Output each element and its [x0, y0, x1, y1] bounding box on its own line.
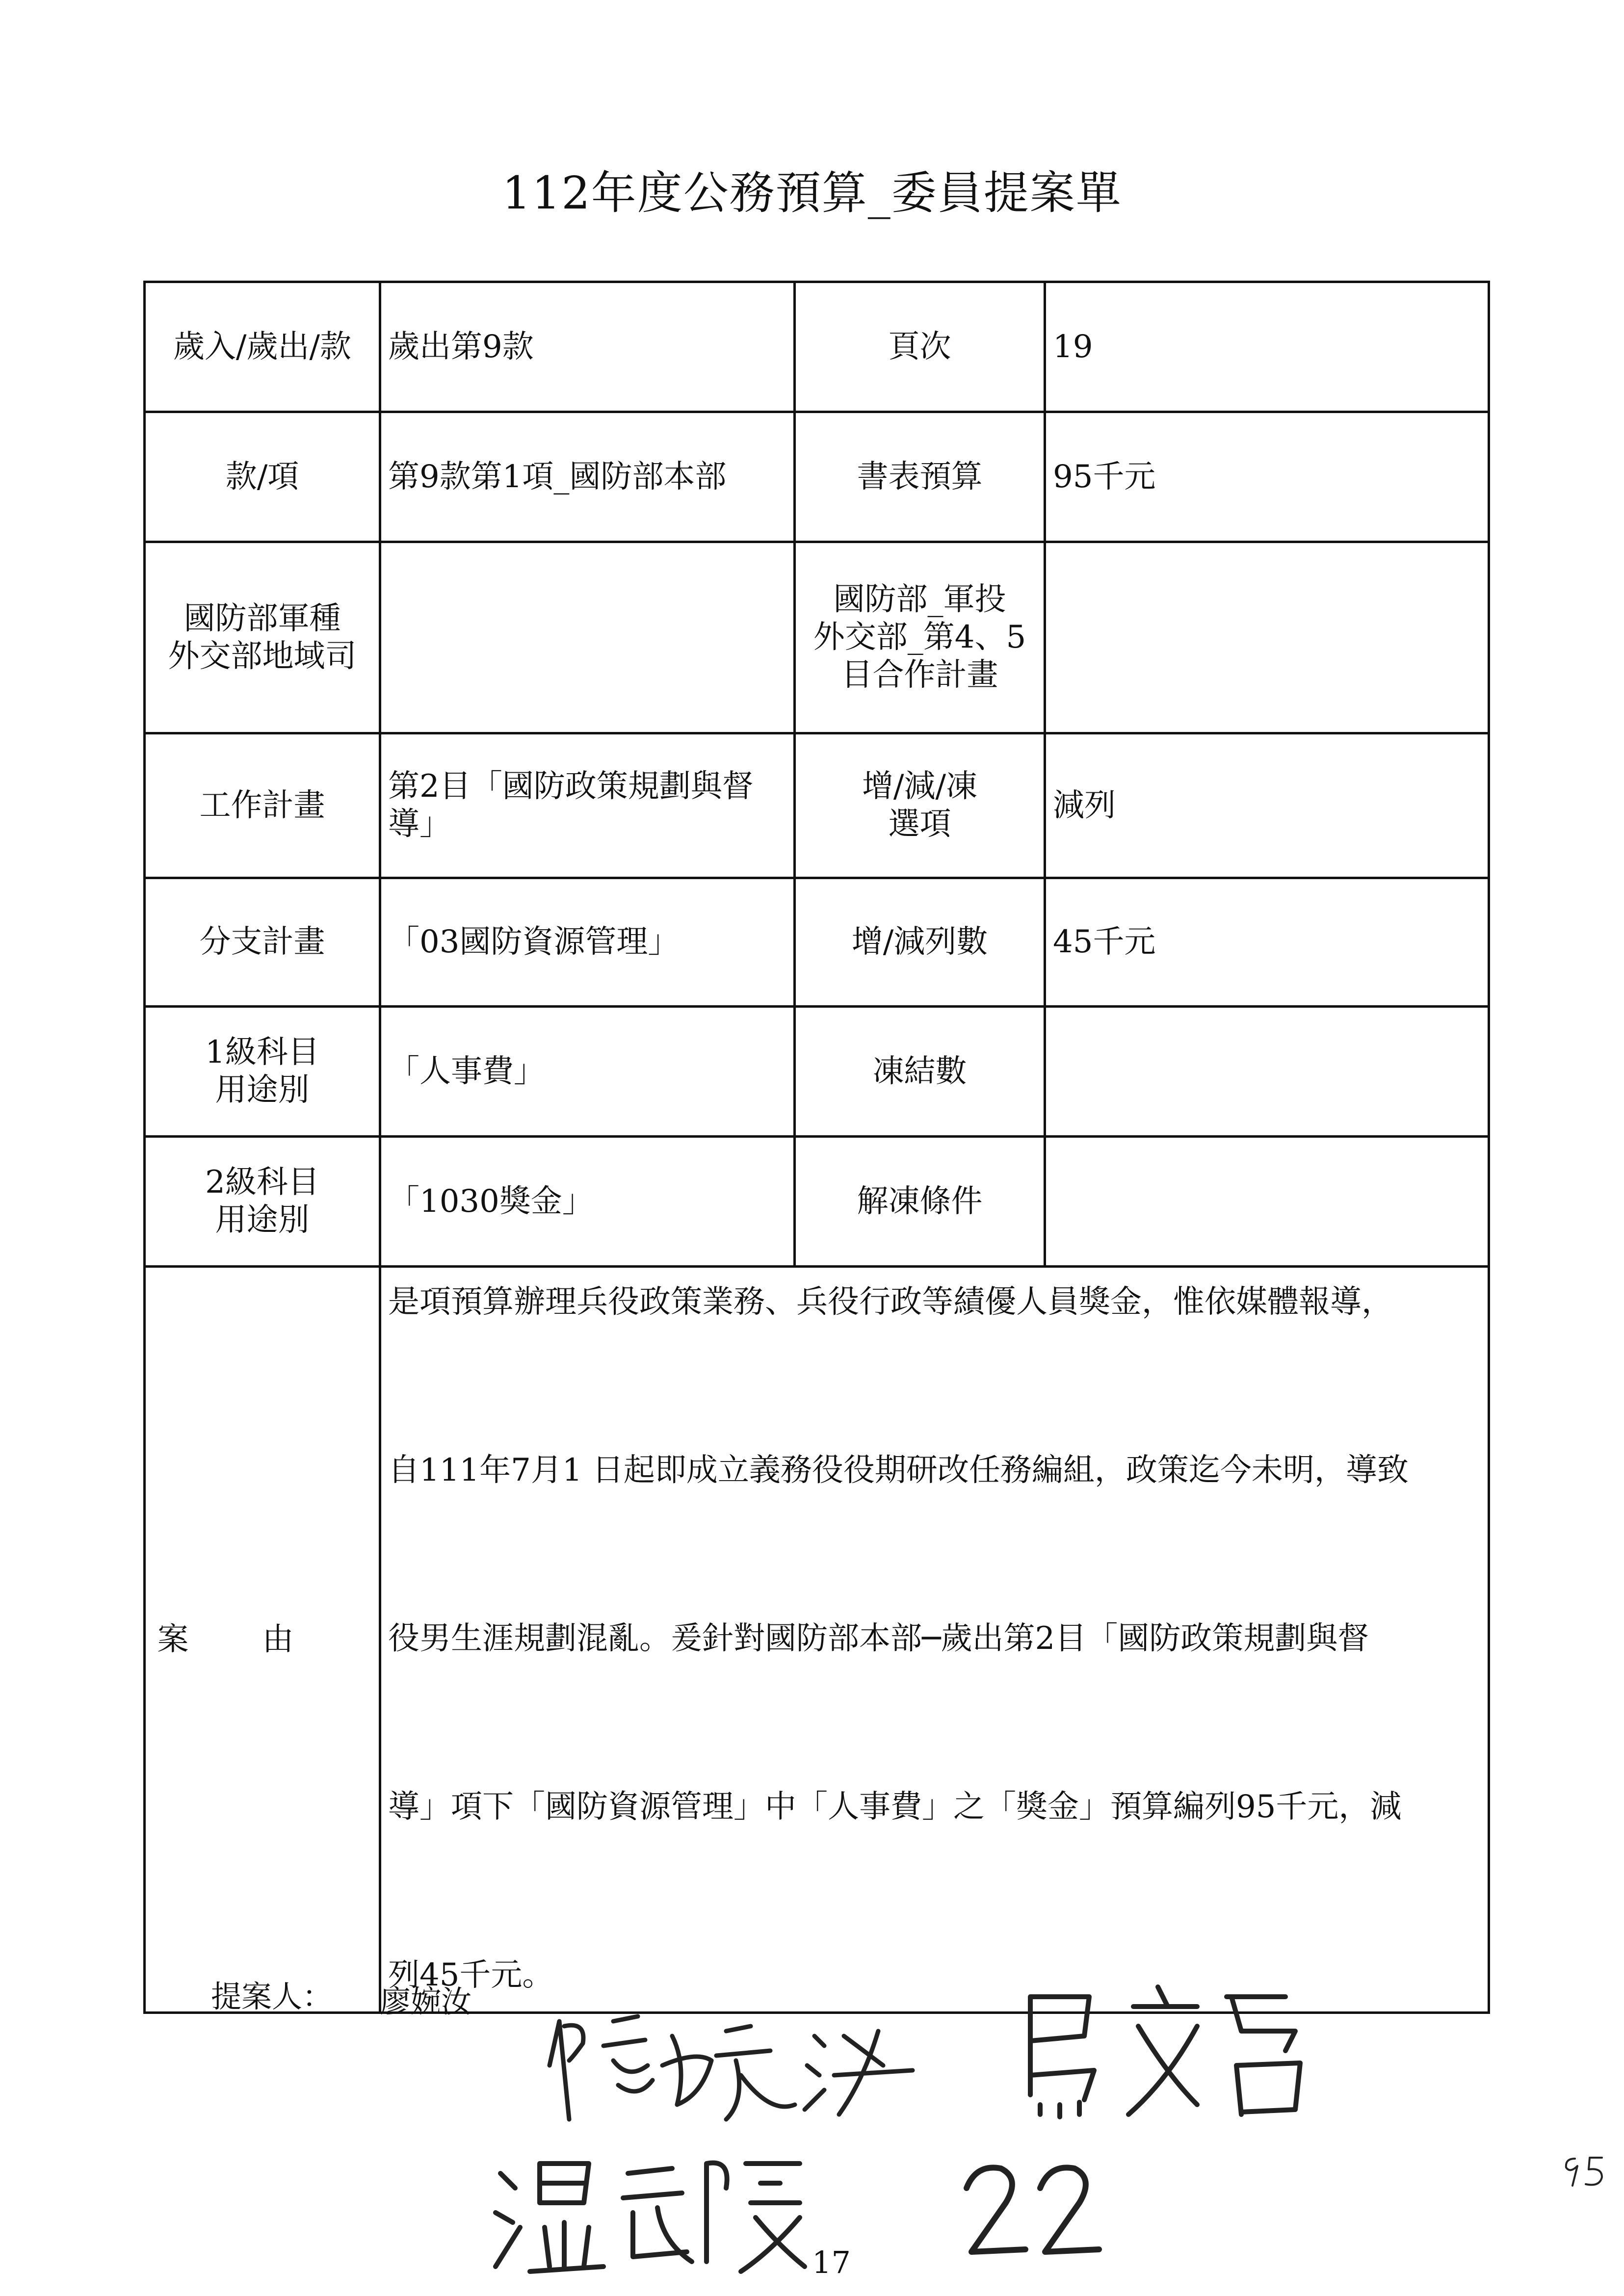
field-label	[145, 1007, 380, 1137]
field-value	[1045, 1137, 1489, 1267]
form-row	[145, 1007, 1489, 1137]
field-label-line: 外交部_第4、5	[813, 619, 1026, 656]
field-label: 分支計畫	[145, 878, 380, 1007]
field-label: 頁次	[795, 282, 1045, 412]
proposer-name: 廖婉汝	[380, 1983, 472, 2019]
field-label: 工作計畫	[145, 733, 380, 878]
document-title: 112年度公務預算_委員提案單	[502, 167, 1122, 219]
field-label-line: 選項	[888, 806, 951, 842]
field-label: 款/項	[145, 412, 380, 542]
field-value: 減列	[1045, 733, 1489, 878]
field-label-line: 1級科目	[205, 1034, 319, 1071]
reason-line: 是項預算辦理兵役政策業務、兵役行政等績優人員獎金，惟依媒體報導，	[388, 1284, 1393, 1320]
field-label	[145, 542, 380, 733]
field-label: 凍結數	[795, 1007, 1045, 1137]
reason-line: 自111年7月1 日起即成立義務役役期研改任務編組，政策迄今未明，導致	[388, 1452, 1409, 1488]
field-label-line: 用途別	[215, 1202, 310, 1238]
field-label-line: 2級科目	[205, 1164, 319, 1201]
field-label-line: 目合作計畫	[841, 656, 998, 693]
field-label: 歲入/歲出/款	[145, 282, 380, 412]
field-label	[795, 733, 1045, 878]
field-value-line: 導」	[388, 806, 451, 842]
field-label-line: 增/減/凍	[862, 768, 978, 805]
field-label: 解凍條件	[795, 1137, 1045, 1267]
field-value: 第9款第1項_國防部本部	[380, 412, 795, 542]
field-value: 45千元	[1045, 878, 1489, 1007]
field-value	[1045, 1007, 1489, 1137]
reason-body	[380, 1267, 1489, 2013]
field-value: 「人事費」	[380, 1007, 795, 1137]
margin-pencil-note	[1555, 2149, 1614, 2193]
handwritten-number	[957, 2154, 1114, 2271]
reason-line: 役男生涯規劃混亂。爰針對國防部本部─歲出第2目「國防政策規劃與督	[388, 1620, 1369, 1657]
field-label	[145, 1137, 380, 1267]
handwritten-signature-1	[540, 1992, 922, 2134]
field-label: 增/減列數	[795, 878, 1045, 1007]
field-value: 95千元	[1045, 412, 1489, 542]
form-row	[145, 1137, 1489, 1267]
field-value	[380, 733, 795, 878]
field-value	[380, 542, 795, 733]
form-row	[145, 878, 1489, 1007]
form-row	[145, 412, 1489, 542]
reason-label: 案由	[145, 1267, 380, 2013]
field-label: 書表預算	[795, 412, 1045, 542]
field-label-line: 國防部軍種	[183, 600, 341, 637]
reason-row	[145, 1267, 1489, 2013]
field-value-line: 第2目「國防政策規劃與督	[388, 768, 754, 805]
field-label-line: 用途別	[215, 1072, 310, 1108]
field-value: 「03國防資源管理」	[380, 878, 795, 1007]
handwritten-signature-2	[1011, 1977, 1325, 2134]
field-label-line: 國防部_軍投	[833, 581, 1006, 618]
field-label	[795, 542, 1045, 733]
field-value	[1045, 542, 1489, 733]
form-row	[145, 542, 1489, 733]
form-row	[145, 282, 1489, 412]
reason-line: 列45千元。	[388, 1957, 554, 1993]
proposer-label: 提案人：	[211, 1979, 333, 2014]
field-value: 19	[1045, 282, 1489, 412]
page-number: 17	[812, 2244, 851, 2280]
field-label-line: 外交部地域司	[168, 638, 357, 675]
field-value: 「1030獎金」	[380, 1137, 795, 1267]
form-row	[145, 733, 1489, 878]
proposal-form-table	[143, 281, 1490, 2014]
handwritten-signature-3	[486, 2134, 819, 2281]
field-value: 歲出第9款	[380, 282, 795, 412]
reason-line: 導」項下「國防資源管理」中「人事費」之「獎金」預算編列95千元，減	[388, 1789, 1402, 1825]
